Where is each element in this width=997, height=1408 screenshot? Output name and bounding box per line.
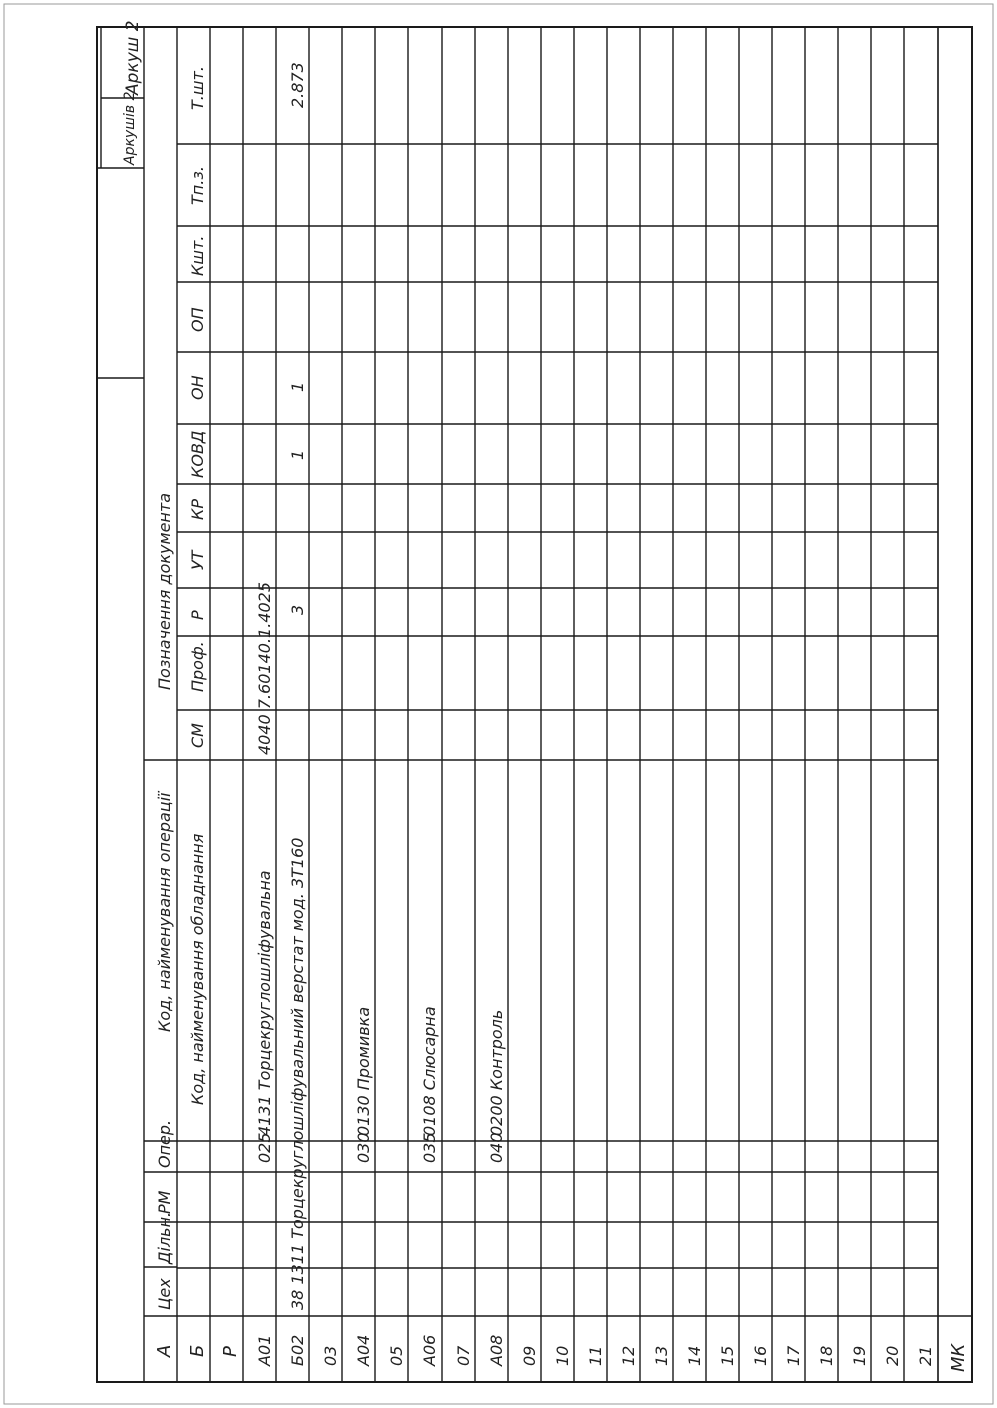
row-label-8: 09 bbox=[520, 1345, 539, 1366]
header-oper: Опер. bbox=[155, 1119, 174, 1168]
row-label-17: 18 bbox=[817, 1345, 836, 1366]
row-r-1: 3 bbox=[288, 604, 307, 615]
row-label-2: 03 bbox=[321, 1345, 340, 1366]
form-border bbox=[97, 27, 972, 1382]
header-kod-operatsii: Код, найменування операції bbox=[155, 792, 174, 1032]
row-equipment-1: 38 1311 Торцекруглошліфувальний верстат мод. 3Т160 bbox=[288, 837, 307, 1310]
row-operation-name-7: 0200 Контроль bbox=[487, 1009, 506, 1136]
row-label-15: 16 bbox=[751, 1345, 770, 1366]
header-ut: УТ bbox=[188, 550, 207, 570]
header-kst: Кшт. bbox=[188, 235, 207, 276]
row-label-18: 19 bbox=[850, 1345, 869, 1366]
row-label-16: 17 bbox=[784, 1345, 803, 1366]
header-kod-obladnannia: Код, найменування обладнання bbox=[188, 833, 207, 1105]
row-operation-7: 040 bbox=[487, 1132, 506, 1163]
header-rm: РМ bbox=[155, 1190, 174, 1214]
header-tpz: Тп.з. bbox=[188, 166, 207, 205]
row-label-12: 13 bbox=[652, 1345, 671, 1366]
footer-form-code: МК bbox=[948, 1343, 969, 1372]
header-prof: Проф. bbox=[188, 641, 207, 692]
header-dilnytsia: Дільн. bbox=[155, 1211, 174, 1264]
header-sm: СМ bbox=[188, 723, 207, 748]
row-operation-name-5: 0108 Слюсарна bbox=[420, 1006, 439, 1136]
row-label-0: А01 bbox=[255, 1334, 274, 1366]
header-kovd: КОВД bbox=[188, 430, 207, 478]
row-label-20: 21 bbox=[916, 1345, 935, 1366]
row-label-5: А06 bbox=[420, 1334, 439, 1366]
row-label-6: 07 bbox=[454, 1345, 473, 1366]
row-r-letter: Р bbox=[220, 1346, 241, 1357]
header-on: ОН bbox=[188, 375, 207, 400]
row-operation-name-3: 0130 Промивка bbox=[354, 1006, 373, 1136]
header-tsekh: Цех bbox=[155, 1278, 174, 1310]
header-poznachennia: Позначення документа bbox=[155, 492, 174, 690]
row-label-14: 15 bbox=[718, 1345, 737, 1366]
row-kovd-1: 1 bbox=[288, 449, 307, 460]
row-document-0: 4040 7.60140.1.4025 bbox=[255, 581, 274, 755]
header-op: ОП bbox=[188, 307, 207, 332]
row-tsht-1: 2.873 bbox=[288, 62, 307, 108]
title-sheets-label: Аркушів 2 bbox=[122, 91, 138, 165]
form-texts bbox=[122, 20, 969, 1372]
page-outer-frame bbox=[4, 4, 993, 1404]
header-r: Р bbox=[188, 610, 207, 620]
row-label-11: 12 bbox=[619, 1345, 638, 1366]
title-sheet-label: Аркуш 2 bbox=[123, 20, 143, 95]
row-label-13: 14 bbox=[685, 1345, 704, 1366]
row-label-10: 11 bbox=[586, 1345, 605, 1366]
row-label-7: А08 bbox=[487, 1334, 506, 1366]
row-a-letter: А bbox=[154, 1344, 175, 1357]
row-label-1: Б02 bbox=[288, 1334, 307, 1366]
header-kr: КР bbox=[188, 498, 207, 520]
row-label-19: 20 bbox=[883, 1345, 902, 1366]
row-label-4: 05 bbox=[387, 1345, 406, 1366]
row-on-1: 1 bbox=[288, 381, 307, 392]
form-grid bbox=[97, 27, 972, 1382]
row-operation-name-0: 4131 Торцекруглошліфувальна bbox=[255, 870, 274, 1136]
row-operation-3: 030 bbox=[354, 1132, 373, 1163]
header-tsht: Т.шт. bbox=[188, 66, 207, 110]
row-operation-0: 025 bbox=[255, 1132, 274, 1163]
row-label-9: 10 bbox=[553, 1345, 572, 1366]
row-label-3: А04 bbox=[354, 1334, 373, 1366]
row-operation-5: 035 bbox=[420, 1132, 439, 1163]
row-b-letter: Б bbox=[187, 1344, 208, 1357]
